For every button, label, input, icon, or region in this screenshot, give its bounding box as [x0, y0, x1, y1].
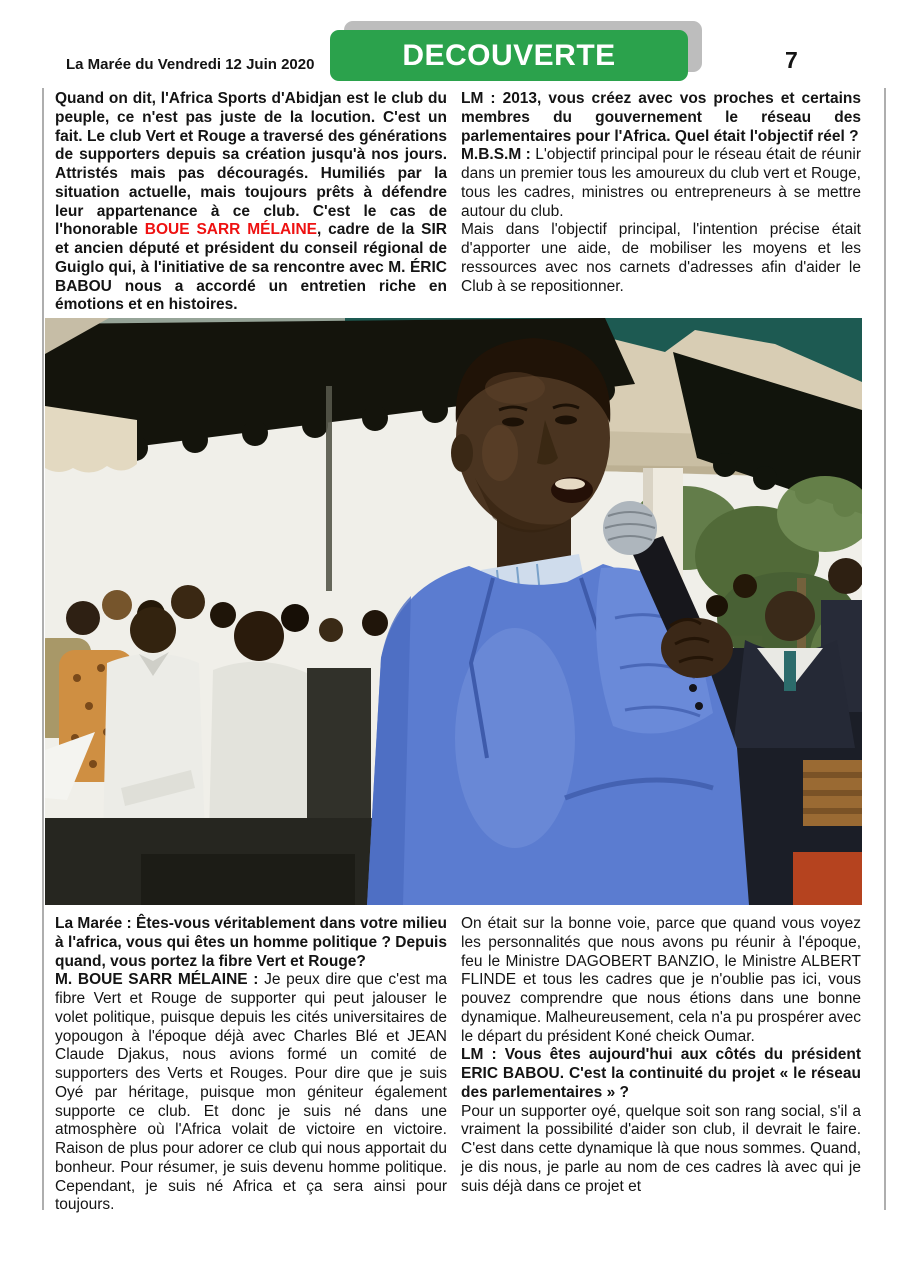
- answer-1-speaker: M.B.S.M :: [461, 146, 536, 164]
- intro-paragraph: [55, 90, 447, 315]
- page-number: 7: [785, 47, 798, 73]
- answer-2-text: Je peux dire que c'est ma fibre Vert et Rouge de supporter qui peut jalouser le volet politique, puisque depuis les cités universitaires de yopougon à l'époque déjà avec Charles Blé et JEAN Claude Djakus, nous avions formé un comité de supporters des Verts et Rouges. Pour dire que je suis Oyé par héritage, puisque mon géniteur également supporte ce club. Et donc je suis né dans une atmosphère où l'Africa volait de victoire en victoire. Raison de plus pour adorer ce club qui nous apportait du bonheur. Pour résumer, je suis devenu homme politique. Cependant, je suis né Africa et ça sera ainsi pour toujours.: [55, 971, 447, 1214]
- intro-text-before: Quand on dit, l'Africa Sports d'Abidjan est le club du peuple, ce n'est pas juste de la locution. C'est un fait. Le club Vert et Rouge a traversé des générations de supporters depuis sa création jusqu'à nos jours. Attristés mais pas découragés. Humiliés par la situation actuelle, mais toujours prêts à défendre leur appartenance à ce club. C'est le cas de l'honorable: [55, 90, 447, 239]
- answer-3: Pour un supporter oyé, quelque soit son rang social, s'il a vraiment la possibilité d'aider son club, il devrait le faire. C'est dans cette dynamique là que nous sommes. Quand, je dis nous, je parle au nom de ces cadres là avec qui je suis déjà dans ce projet et: [461, 1102, 861, 1195]
- answer-2-speaker: M. BOUE SARR MÉLAINE :: [55, 971, 265, 989]
- bottom-columns: [55, 915, 861, 1215]
- article-photo: [45, 318, 862, 905]
- answer-1-continued: Mais dans l'objectif principal, l'intention précise était d'apporter une aide, de mobiliser les moyens et les ressources avec nos carnets d'adresses afin d'aider le Club à se repositionner.: [461, 221, 861, 295]
- section-banner: [330, 30, 688, 81]
- highlighted-name: BOUE SARR MÉLAINE: [144, 221, 317, 239]
- page-left-rule: [42, 88, 44, 1210]
- interview-column-bottom-right: [461, 915, 861, 1215]
- photo-illustration: [45, 318, 862, 905]
- page-right-rule: [884, 88, 886, 1210]
- section-banner-label: DECOUVERTE: [402, 38, 616, 72]
- intro-text-after: , cadre de la SIR et ancien député et président du conseil régional de Guiglo qui, à l'initiative de sa rencontre avec M. ÉRIC BABOU nous a accordé un entretien riche en émotions et en histoires.: [55, 221, 448, 314]
- paragraph-bonne-voie: On était sur la bonne voie, parce que quand vous voyez les personnalités que nous avons pu réunir à l'époque, feu le Ministre DAGOBERT BANZIO, le Ministre ALBERT FLINDE et tous les cadres que je n'oublie pas ici, vous pouvez comprendre que nous étions dans une bonne dynamique. Malheureusement, cela n'a pu prospérer avec le départ du président Koné cheick Oumar.: [461, 915, 861, 1045]
- question-2: La Marée : Êtes-vous véritablement dans votre milieu à l'africa, vous qui êtes un homme politique ? Depuis quand, vous portez la fibre Vert et Rouge?: [55, 915, 447, 970]
- answer-1: [461, 146, 861, 221]
- interview-column-top-right: [461, 90, 861, 315]
- answer-2: [55, 971, 447, 1215]
- question-3: LM : Vous êtes aujourd'hui aux côtés du président ERIC BABOU. C'est la continuité du projet « le réseau des parlementaires » ?: [461, 1046, 861, 1101]
- question-1: LM : 2013, vous créez avec vos proches et certains membres du gouvernement le réseau des parlementaires pour l'Africa. Quel était l'objectif réel ?: [461, 90, 861, 145]
- answer-1-text: L'objectif principal pour le réseau était de réunir dans un premier tous les amoureux du club vert et Rouge, tous les cadres, ministres ou entrepreneurs à se mettre autour du club.: [461, 146, 861, 220]
- intro-column: [55, 90, 447, 315]
- interview-column-bottom-left: [55, 915, 447, 1215]
- top-columns: [55, 90, 861, 315]
- masthead: La Marée du Vendredi 12 Juin 2020: [66, 56, 315, 73]
